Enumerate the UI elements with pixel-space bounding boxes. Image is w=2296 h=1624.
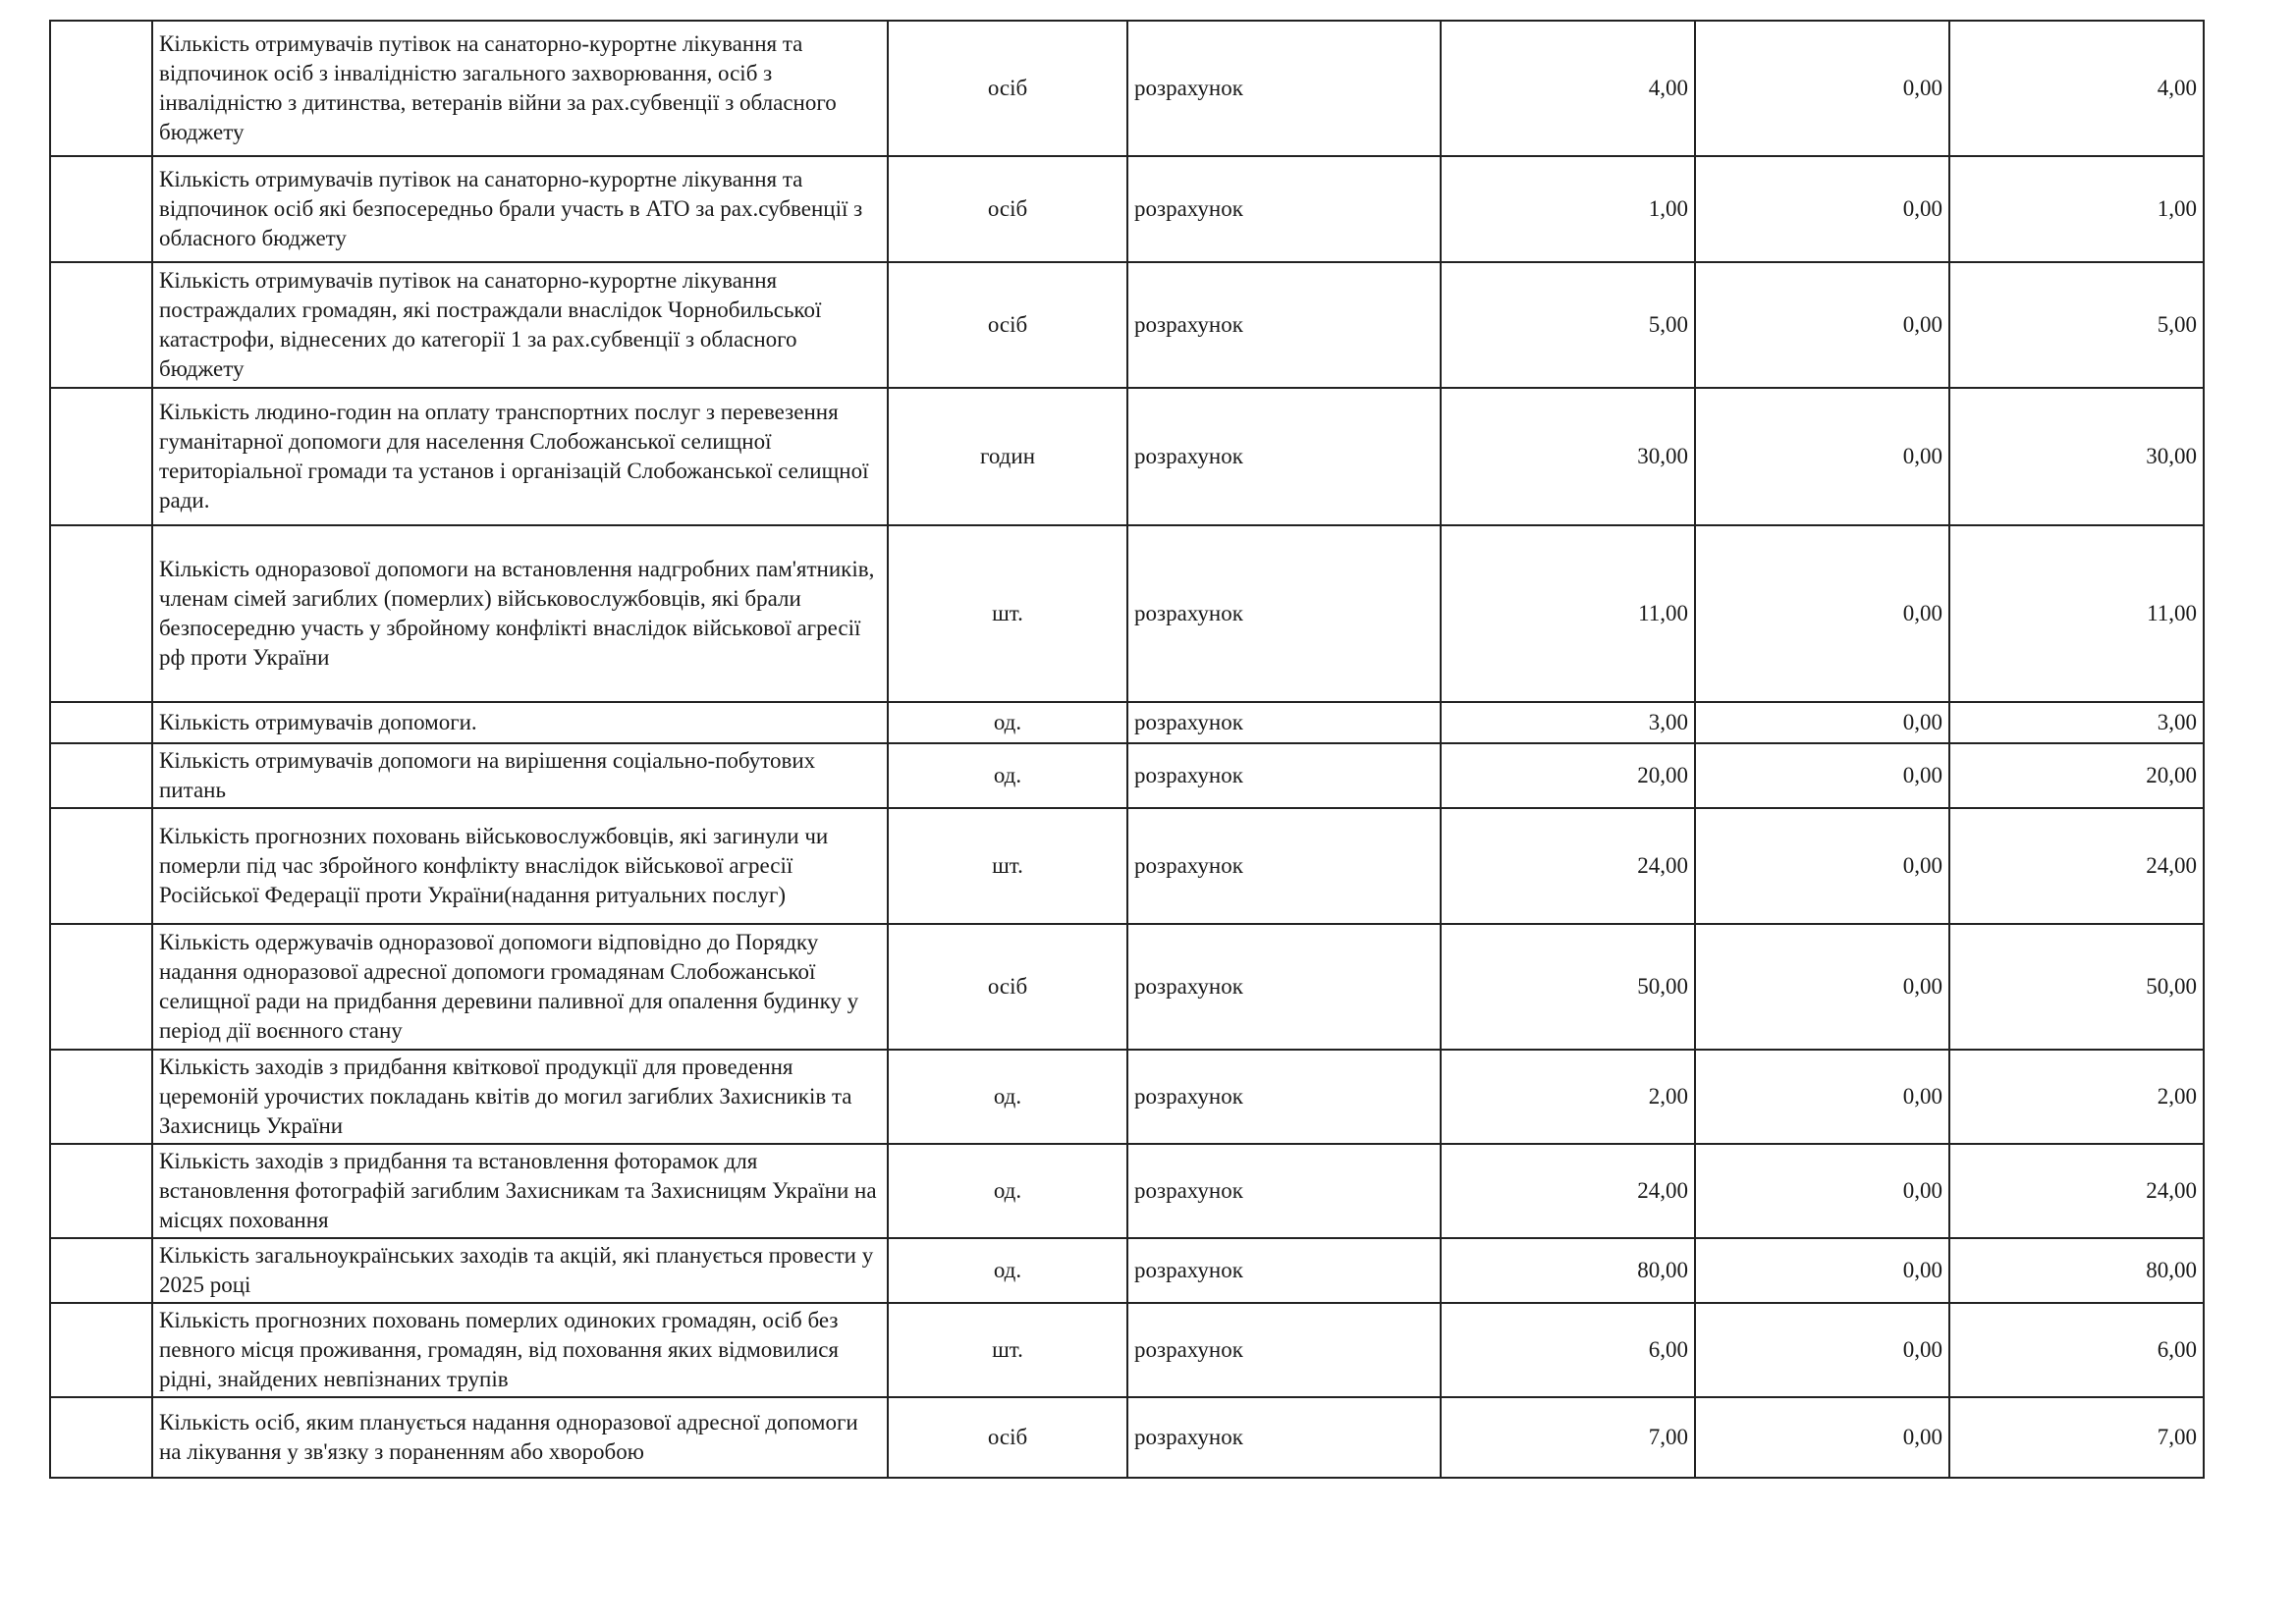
indicator-name-cell: Кількість прогнозних поховань військовослужбовців, які загинули чи померли під час збройного конфлікту внаслідок військової агресії Російської Федерації проти України(надання ритуальних послуг) bbox=[152, 808, 888, 924]
source-cell: розрахунок bbox=[1127, 156, 1441, 262]
row-number-cell bbox=[50, 743, 152, 808]
value-special-fund-cell: 0,00 bbox=[1695, 1303, 1949, 1397]
indicator-name-cell: Кількість отримувачів путівок на санаторно-курортне лікування постраждалих громадян, які постраждали внаслідок Чорнобильської катастрофи, віднесених до категорії 1 за рах.субвенції з обласного бюджету bbox=[152, 262, 888, 388]
value-general-fund-cell: 50,00 bbox=[1441, 924, 1695, 1050]
value-general-fund-cell: 4,00 bbox=[1441, 21, 1695, 156]
indicators-table-body bbox=[50, 21, 2204, 1478]
indicator-name-cell: Кількість заходів з придбання та встановлення фоторамок для встановлення фотографій загиблим Захисникам та Захисницям України на місцях поховання bbox=[152, 1144, 888, 1238]
indicator-name-cell: Кількість прогнозних поховань померлих одиноких громадян, осіб без певного місця проживання, громадян, від поховання яких відмовилися рідні, знайдених невпізнаних трупів bbox=[152, 1303, 888, 1397]
table-row bbox=[50, 1144, 2204, 1238]
value-total-cell: 1,00 bbox=[1949, 156, 2204, 262]
row-number-cell bbox=[50, 808, 152, 924]
value-total-cell: 2,00 bbox=[1949, 1050, 2204, 1144]
table-row bbox=[50, 924, 2204, 1050]
row-number-cell bbox=[50, 262, 152, 388]
value-special-fund-cell: 0,00 bbox=[1695, 388, 1949, 525]
indicator-name-cell: Кількість отримувачів путівок на санаторно-курортне лікування та відпочинок осіб з інвалідністю загального захворювання, осіб з інвалідністю з дитинства, ветеранів війни за рах.субвенції з обласного бюджету bbox=[152, 21, 888, 156]
indicator-name-cell: Кількість отримувачів путівок на санаторно-курортне лікування та відпочинок осіб які безпосередньо брали участь в АТО за рах.субвенції з обласного бюджету bbox=[152, 156, 888, 262]
row-number-cell bbox=[50, 388, 152, 525]
value-total-cell: 5,00 bbox=[1949, 262, 2204, 388]
table-row bbox=[50, 388, 2204, 525]
unit-cell: шт. bbox=[888, 1303, 1127, 1397]
value-general-fund-cell: 24,00 bbox=[1441, 1144, 1695, 1238]
row-number-cell bbox=[50, 1397, 152, 1478]
indicator-name-cell: Кількість одноразової допомоги на встановлення надгробних пам'ятників, членам сімей загиблих (померлих) військовослужбовців, які брали безпосередню участь у збройному конфлікті внаслідок військової агресії рф проти України bbox=[152, 525, 888, 702]
unit-cell: осіб bbox=[888, 1397, 1127, 1478]
value-special-fund-cell: 0,00 bbox=[1695, 262, 1949, 388]
indicator-name-cell: Кількість одержувачів одноразової допомоги відповідно до Порядку надання одноразової адресної допомоги громадянам Слобожанської селищної ради на придбання деревини паливної для опалення будинку у період дії воєнного стану bbox=[152, 924, 888, 1050]
row-number-cell bbox=[50, 1050, 152, 1144]
value-special-fund-cell: 0,00 bbox=[1695, 1238, 1949, 1303]
value-total-cell: 24,00 bbox=[1949, 808, 2204, 924]
row-number-cell bbox=[50, 1238, 152, 1303]
unit-cell: осіб bbox=[888, 262, 1127, 388]
value-total-cell: 80,00 bbox=[1949, 1238, 2204, 1303]
value-total-cell: 50,00 bbox=[1949, 924, 2204, 1050]
indicator-name-cell: Кількість людино-годин на оплату транспортних послуг з перевезення гуманітарної допомоги для населення Слобожанської селищної територіальної громади та установ і організацій Слобожанської селищної ради. bbox=[152, 388, 888, 525]
value-general-fund-cell: 80,00 bbox=[1441, 1238, 1695, 1303]
value-general-fund-cell: 5,00 bbox=[1441, 262, 1695, 388]
value-general-fund-cell: 1,00 bbox=[1441, 156, 1695, 262]
row-number-cell bbox=[50, 21, 152, 156]
source-cell: розрахунок bbox=[1127, 525, 1441, 702]
table-row bbox=[50, 525, 2204, 702]
table-row bbox=[50, 21, 2204, 156]
row-number-cell bbox=[50, 1144, 152, 1238]
source-cell: розрахунок bbox=[1127, 388, 1441, 525]
unit-cell: од. bbox=[888, 743, 1127, 808]
indicator-name-cell: Кількість отримувачів допомоги на вирішення соціально-побутових питань bbox=[152, 743, 888, 808]
row-number-cell bbox=[50, 156, 152, 262]
value-general-fund-cell: 30,00 bbox=[1441, 388, 1695, 525]
value-total-cell: 20,00 bbox=[1949, 743, 2204, 808]
table-row bbox=[50, 702, 2204, 743]
source-cell: розрахунок bbox=[1127, 702, 1441, 743]
value-special-fund-cell: 0,00 bbox=[1695, 21, 1949, 156]
indicator-name-cell: Кількість отримувачів допомоги. bbox=[152, 702, 888, 743]
value-special-fund-cell: 0,00 bbox=[1695, 525, 1949, 702]
value-total-cell: 7,00 bbox=[1949, 1397, 2204, 1478]
source-cell: розрахунок bbox=[1127, 743, 1441, 808]
value-special-fund-cell: 0,00 bbox=[1695, 924, 1949, 1050]
indicator-name-cell: Кількість заходів з придбання квіткової продукції для проведення церемоній урочистих покладань квітів до могил загиблих Захисників та Захисниць України bbox=[152, 1050, 888, 1144]
value-special-fund-cell: 0,00 bbox=[1695, 1397, 1949, 1478]
row-number-cell bbox=[50, 525, 152, 702]
unit-cell: од. bbox=[888, 1050, 1127, 1144]
table-row bbox=[50, 1238, 2204, 1303]
source-cell: розрахунок bbox=[1127, 1397, 1441, 1478]
value-special-fund-cell: 0,00 bbox=[1695, 743, 1949, 808]
value-general-fund-cell: 6,00 bbox=[1441, 1303, 1695, 1397]
unit-cell: осіб bbox=[888, 924, 1127, 1050]
value-total-cell: 24,00 bbox=[1949, 1144, 2204, 1238]
table-row bbox=[50, 808, 2204, 924]
value-general-fund-cell: 2,00 bbox=[1441, 1050, 1695, 1144]
value-total-cell: 30,00 bbox=[1949, 388, 2204, 525]
value-total-cell: 4,00 bbox=[1949, 21, 2204, 156]
value-total-cell: 3,00 bbox=[1949, 702, 2204, 743]
unit-cell: осіб bbox=[888, 21, 1127, 156]
unit-cell: од. bbox=[888, 1238, 1127, 1303]
table-row bbox=[50, 1050, 2204, 1144]
value-general-fund-cell: 24,00 bbox=[1441, 808, 1695, 924]
table-row bbox=[50, 743, 2204, 808]
indicator-name-cell: Кількість загальноукраїнських заходів та акцій, які планується провести у 2025 році bbox=[152, 1238, 888, 1303]
table-row bbox=[50, 262, 2204, 388]
value-special-fund-cell: 0,00 bbox=[1695, 808, 1949, 924]
row-number-cell bbox=[50, 702, 152, 743]
value-special-fund-cell: 0,00 bbox=[1695, 156, 1949, 262]
value-general-fund-cell: 3,00 bbox=[1441, 702, 1695, 743]
source-cell: розрахунок bbox=[1127, 808, 1441, 924]
indicators-table bbox=[49, 20, 2205, 1479]
indicators-sheet bbox=[49, 20, 2197, 1479]
source-cell: розрахунок bbox=[1127, 21, 1441, 156]
unit-cell: шт. bbox=[888, 525, 1127, 702]
unit-cell: шт. bbox=[888, 808, 1127, 924]
row-number-cell bbox=[50, 924, 152, 1050]
unit-cell: годин bbox=[888, 388, 1127, 525]
row-number-cell bbox=[50, 1303, 152, 1397]
source-cell: розрахунок bbox=[1127, 1238, 1441, 1303]
value-total-cell: 11,00 bbox=[1949, 525, 2204, 702]
source-cell: розрахунок bbox=[1127, 924, 1441, 1050]
table-row bbox=[50, 156, 2204, 262]
table-row bbox=[50, 1397, 2204, 1478]
source-cell: розрахунок bbox=[1127, 1050, 1441, 1144]
source-cell: розрахунок bbox=[1127, 1144, 1441, 1238]
source-cell: розрахунок bbox=[1127, 1303, 1441, 1397]
indicator-name-cell: Кількість осіб, яким планується надання одноразової адресної допомоги на лікування у зв'язку з пораненням або хворобою bbox=[152, 1397, 888, 1478]
value-special-fund-cell: 0,00 bbox=[1695, 1144, 1949, 1238]
value-general-fund-cell: 20,00 bbox=[1441, 743, 1695, 808]
table-row bbox=[50, 1303, 2204, 1397]
value-special-fund-cell: 0,00 bbox=[1695, 1050, 1949, 1144]
value-special-fund-cell: 0,00 bbox=[1695, 702, 1949, 743]
value-general-fund-cell: 7,00 bbox=[1441, 1397, 1695, 1478]
unit-cell: од. bbox=[888, 702, 1127, 743]
unit-cell: од. bbox=[888, 1144, 1127, 1238]
value-total-cell: 6,00 bbox=[1949, 1303, 2204, 1397]
source-cell: розрахунок bbox=[1127, 262, 1441, 388]
unit-cell: осіб bbox=[888, 156, 1127, 262]
value-general-fund-cell: 11,00 bbox=[1441, 525, 1695, 702]
